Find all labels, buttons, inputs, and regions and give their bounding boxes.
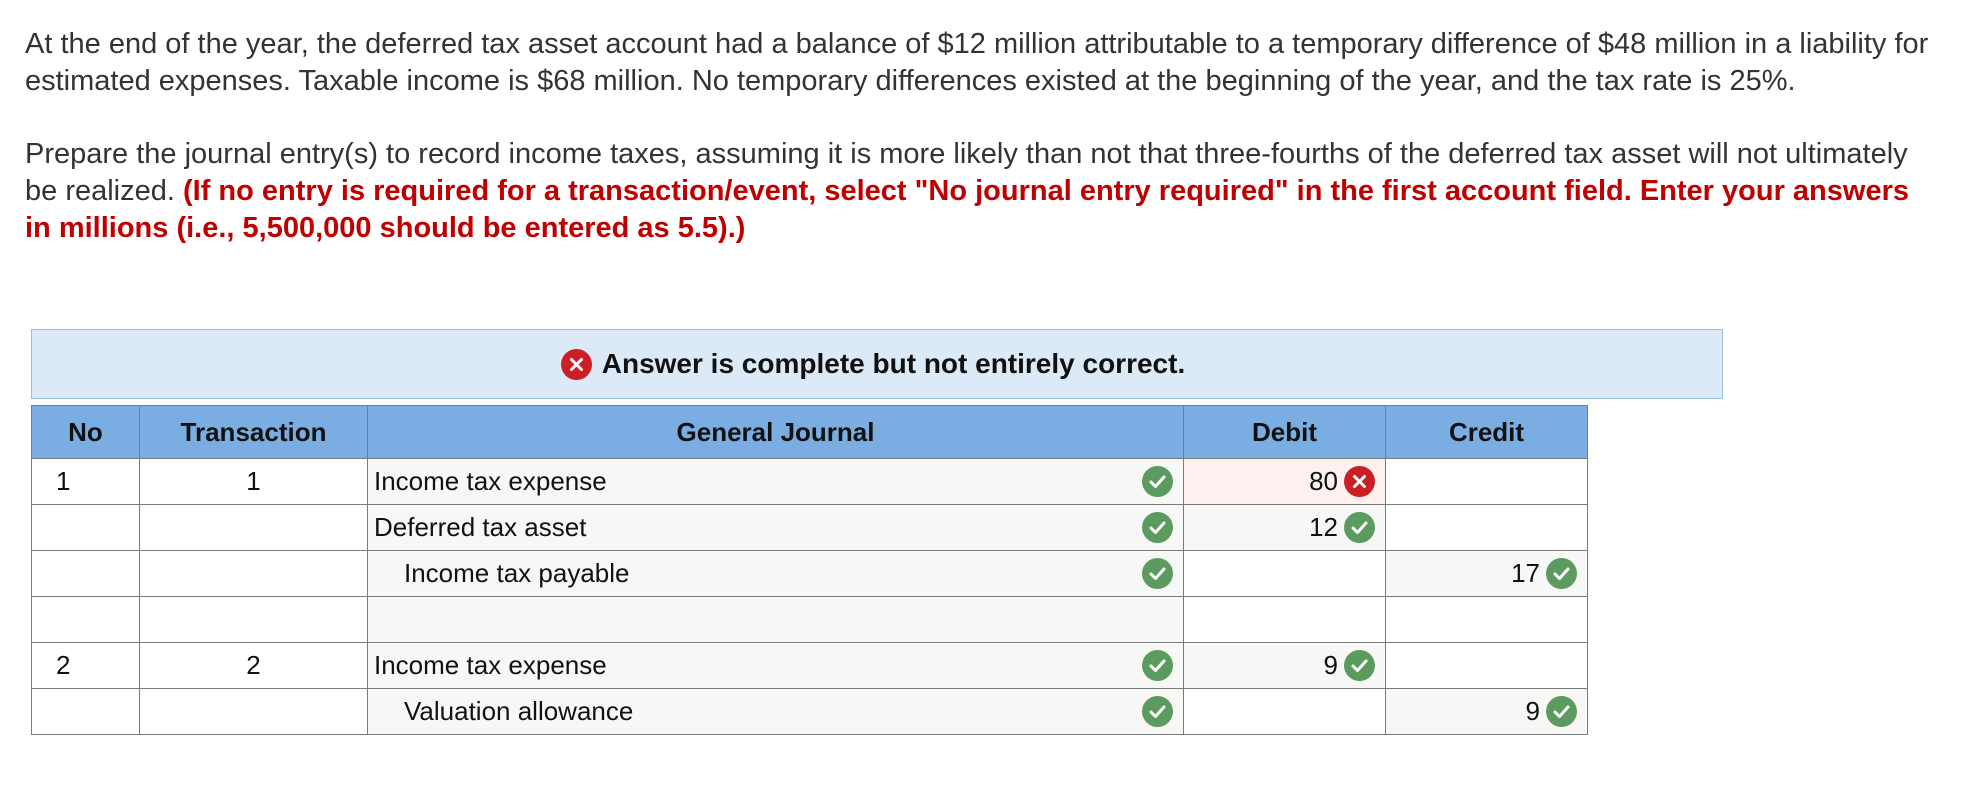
credit-amount: 9 [1525, 696, 1540, 726]
account-field[interactable] [368, 689, 1184, 735]
debit-field[interactable] [1184, 459, 1386, 505]
transaction-cell [140, 505, 368, 551]
entry-number-cell: 1 [32, 459, 140, 505]
credit-field[interactable] [1386, 551, 1588, 597]
credit-field[interactable] [1386, 597, 1588, 643]
account-name: Valuation allowance [404, 696, 634, 726]
account-field[interactable] [368, 459, 1184, 505]
credit-field[interactable] [1386, 643, 1588, 689]
account-field[interactable] [368, 505, 1184, 551]
debit-field[interactable] [1184, 689, 1386, 735]
transaction-cell [140, 597, 368, 643]
column-header-credit: Credit [1386, 406, 1588, 459]
entry-number-cell [32, 505, 140, 551]
transaction-cell [140, 689, 368, 735]
credit-amount: 17 [1511, 558, 1540, 588]
instructions-paragraph [25, 136, 1935, 247]
credit-field[interactable] [1386, 689, 1588, 735]
general-journal-table [31, 405, 1588, 735]
transaction-cell [140, 551, 368, 597]
journal-row [32, 459, 1588, 505]
column-header-debit: Debit [1184, 406, 1386, 459]
account-field[interactable] [368, 551, 1184, 597]
entry-instructions: (If no entry is required for a transaction/event, select "No journal entry required" in the first account field. Enter your answers in millions (i.e., 5,500,000 should be entered as 5.5).) [25, 175, 1909, 244]
journal-row [32, 505, 1588, 551]
entry-number-cell [32, 597, 140, 643]
account-name: Income tax expense [374, 466, 607, 496]
column-header-no: No [32, 406, 140, 459]
debit-field[interactable] [1184, 505, 1386, 551]
table-header-row [32, 406, 1588, 459]
entry-number-cell [32, 551, 140, 597]
journal-row [32, 551, 1588, 597]
debit-amount: 9 [1323, 650, 1338, 680]
check-circle-icon [1344, 650, 1375, 681]
debit-amount: 80 [1309, 466, 1338, 496]
account-name: Deferred tax asset [374, 512, 587, 542]
journal-row [32, 689, 1588, 735]
problem-paragraph: At the end of the year, the deferred tax asset account had a balance of $12 million attributable to a temporary difference of $48 million in a liability for estimated expenses. Taxable income is $68 million. No temporary differences existed at the beginning of the year, and the tax rate is 25%. [25, 28, 1929, 97]
journal-row [32, 643, 1588, 689]
check-circle-icon [1142, 558, 1173, 589]
transaction-cell: 1 [140, 459, 368, 505]
entry-number-cell [32, 689, 140, 735]
check-circle-icon [1142, 696, 1173, 727]
account-field[interactable] [368, 643, 1184, 689]
column-header-general-journal: General Journal [368, 406, 1184, 459]
check-circle-icon [1142, 466, 1173, 497]
problem-statement [25, 26, 1935, 247]
column-header-transaction: Transaction [140, 406, 368, 459]
credit-field[interactable] [1386, 505, 1588, 551]
debit-field[interactable] [1184, 643, 1386, 689]
check-circle-icon [1344, 512, 1375, 543]
credit-field[interactable] [1386, 459, 1588, 505]
account-name: Income tax payable [404, 558, 630, 588]
debit-field[interactable] [1184, 597, 1386, 643]
transaction-cell: 2 [140, 643, 368, 689]
journal-row [32, 597, 1588, 643]
debit-field[interactable] [1184, 551, 1386, 597]
check-circle-icon [1546, 558, 1577, 589]
x-circle-icon [1344, 466, 1375, 497]
account-name: Income tax expense [374, 650, 607, 680]
answer-status-banner [31, 329, 1723, 399]
check-circle-icon [1142, 650, 1173, 681]
answer-status-text: Answer is complete but not entirely correct. [601, 348, 1186, 379]
check-circle-icon [1546, 696, 1577, 727]
check-circle-icon [1142, 512, 1173, 543]
entry-number-cell: 2 [32, 643, 140, 689]
x-circle-icon [561, 349, 592, 380]
account-field[interactable] [368, 597, 1184, 643]
debit-amount: 12 [1309, 512, 1338, 542]
instructions-text: Prepare the journal entry(s) to record income taxes, assuming it is more likely than not that three-fourths of the deferred tax asset will not ultimately be realized. [25, 138, 1908, 207]
